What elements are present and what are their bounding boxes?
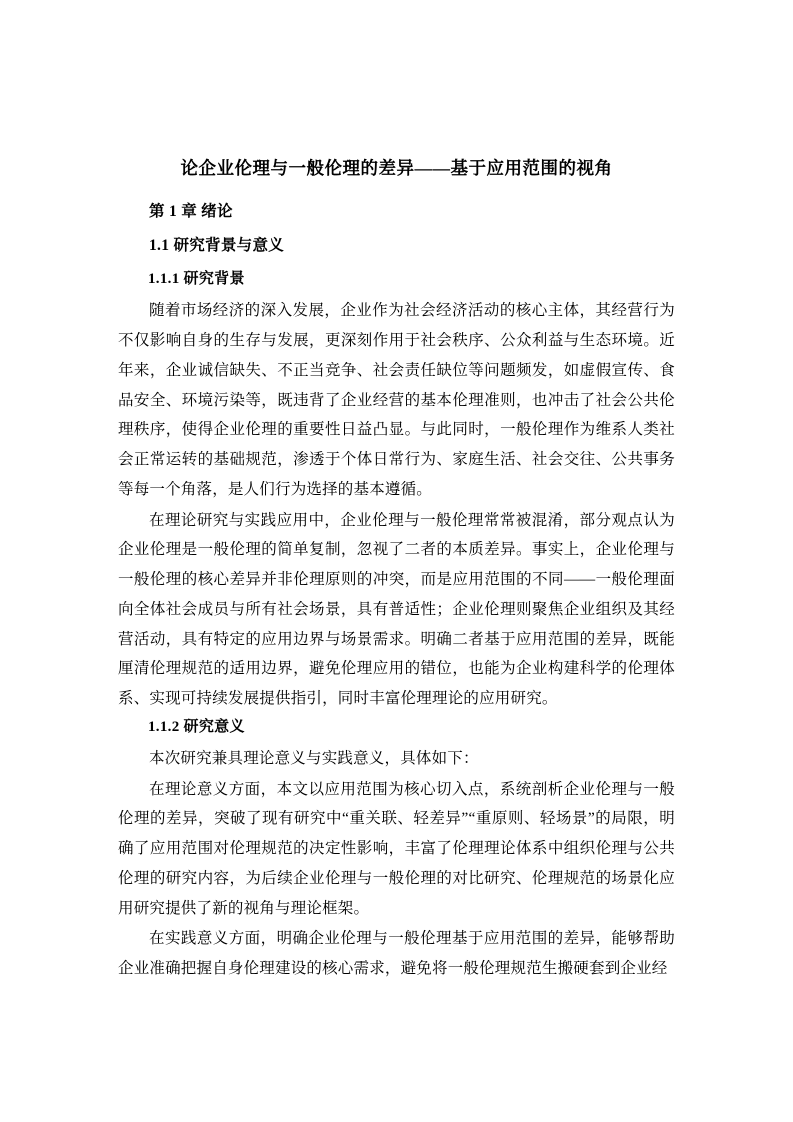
page-title: 论企业伦理与一般伦理的差异——基于应用范围的视角 [180, 158, 613, 178]
subsection-heading-research-significance: 1.1.2 研究意义 [148, 718, 245, 735]
chapter-heading: 第 1 章 绪论 [149, 203, 233, 221]
paragraph: 本次研究兼具理论意义与实践意义，具体如下： [149, 749, 479, 767]
subsection-heading-research-background: 1.1.1 研究背景 [148, 271, 245, 288]
paragraph: 在实践意义方面，明确企业伦理与一般伦理基于应用范围的差异，能够帮助企业准确把握自身伦理建设的核心需求，避免将一般伦理规范生搬硬套到企业经 [118, 930, 675, 977]
paragraph: 随着市场经济的深入发展，企业作为社会经济活动的核心主体，其经营行为不仅影响自身的生存与发展，更深刻作用于社会秩序、公众利益与生态环境。近年来，企业诚信缺失、不正当竞争、社会责任缺位等问题频发，如虚假宣传、食品安全、环境污染等，既违背了企业经营的基本伦理准则，也冲击了社会公共伦理秩序，使得企业伦理的重要性日益凸显。与此同时，一般伦理作为维系人类社会正常运转的基础规范，渗透于个体日常行为、家庭生活、社会交往、公共事务等每一个角落，是人们行为选择的基本遵循。 [118, 302, 675, 498]
paragraph: 在理论研究与实践应用中，企业伦理与一般伦理常常被混淆，部分观点认为企业伦理是一般伦理的简单复制，忽视了二者的本质差异。事实上，企业伦理与一般伦理的核心差异并非伦理原则的冲突，而是应用范围的不同——一般伦理面向全体社会成员与所有社会场景，具有普适性；企业伦理则聚焦企业组织及其经营活动，具有特定的应用边界与场景需求。明确二者基于应用范围的差异，既能厘清伦理规范的适用边界，避免伦理应用的错位，也能为企业构建科学的伦理体系、实现可持续发展提供指引，同时丰富伦理理论的应用研究。 [118, 511, 675, 707]
section-heading: 1.1 研究背景与意义 [149, 237, 285, 255]
paragraph: 在理论意义方面，本文以应用范围为核心切入点，系统剖析企业伦理与一般伦理的差异，突破了现有研究中“重关联、轻差异”“重原则、轻场景”的局限，明确了应用范围对伦理规范的决定性影响，丰富了伦理理论体系中组织伦理与公共伦理的研究内容，为后续企业伦理与一般伦理的对比研究、伦理规范的场景化应用研究提供了新的视角与理论框架。 [118, 780, 675, 917]
